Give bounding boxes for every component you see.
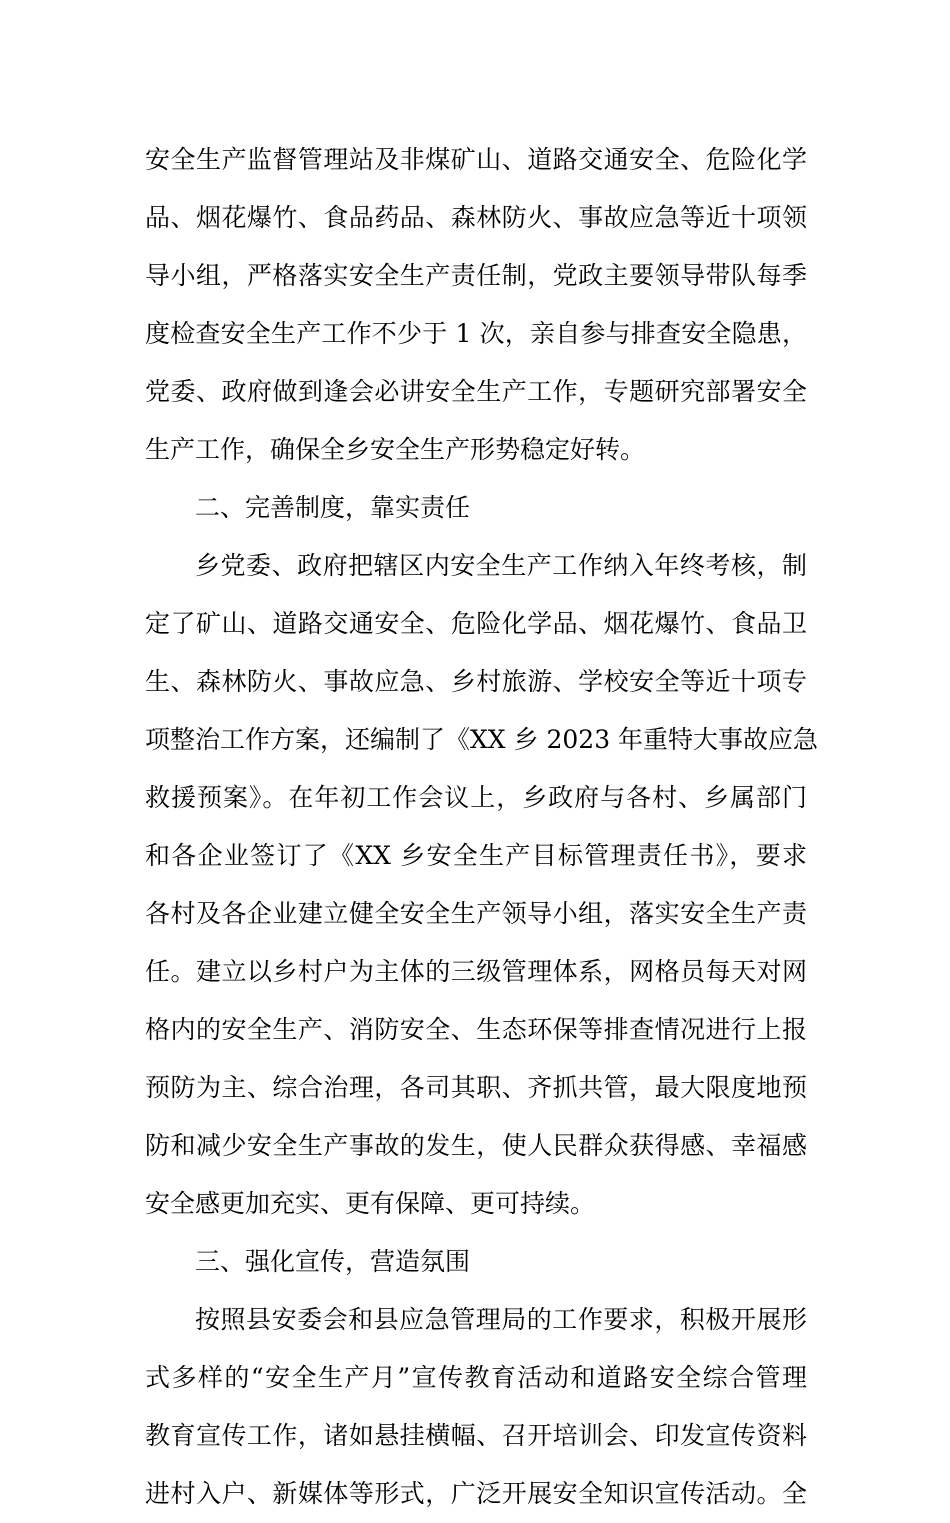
text-line: 定了矿山、道路交通安全、危险化学品、烟花爆竹、食品卫 bbox=[145, 609, 807, 638]
text-line: 进村入户、新媒体等形式，广泛开展安全知识宣传活动。全 bbox=[145, 1479, 807, 1508]
text-line: 度检查安全生产工作不少于 1 次，亲自参与排查安全隐患， bbox=[145, 319, 807, 348]
document-body bbox=[145, 131, 819, 1523]
text-line: 项整治工作方案，还编制了《XX 乡 2023 年重特大事故应急 bbox=[145, 725, 819, 754]
section-heading-2: 二、完善制度，靠实责任 bbox=[195, 493, 471, 522]
paragraph-2 bbox=[145, 537, 819, 1233]
text-line: 生产工作，确保全乡安全生产形势稳定好转。 bbox=[145, 435, 646, 464]
text-line: 乡党委、政府把辖区内安全生产工作纳入年终考核，制 bbox=[195, 551, 807, 580]
text-line: 防和减少安全生产事故的发生，使人民群众获得感、幸福感 bbox=[145, 1131, 807, 1160]
text-line: 教育宣传工作，诸如悬挂横幅、召开培训会、印发宣传资料 bbox=[145, 1421, 807, 1450]
paragraph-1 bbox=[145, 131, 807, 479]
text-line: 预防为主、综合治理，各司其职、齐抓共管，最大限度地预 bbox=[145, 1073, 807, 1102]
text-line: 格内的安全生产、消防安全、生态环保等排查情况进行上报 bbox=[145, 1015, 807, 1044]
text-line: 党委、政府做到逢会必讲安全生产工作，专题研究部署安全 bbox=[145, 377, 807, 406]
text-line: 安全感更加充实、更有保障、更可持续。 bbox=[145, 1189, 596, 1218]
text-line: 按照县安委会和县应急管理局的工作要求，积极开展形 bbox=[195, 1305, 807, 1334]
text-line: 安全生产监督管理站及非煤矿山、道路交通安全、危险化学 bbox=[145, 145, 807, 174]
text-line: 任。建立以乡村户为主体的三级管理体系，网格员每天对网 bbox=[145, 957, 807, 986]
section-heading-3: 三、强化宣传，营造氛围 bbox=[195, 1247, 471, 1276]
paragraph-3 bbox=[145, 1291, 807, 1523]
text-line: 导小组，严格落实安全生产责任制，党政主要领导带队每季 bbox=[145, 261, 807, 290]
text-line: 品、烟花爆竹、食品药品、森林防火、事故应急等近十项领 bbox=[145, 203, 807, 232]
text-line: 救援预案》。在年初工作会议上，乡政府与各村、乡属部门 bbox=[145, 783, 807, 812]
text-line: 生、森林防火、事故应急、乡村旅游、学校安全等近十项专 bbox=[145, 667, 807, 696]
text-line: 和各企业签订了《XX 乡安全生产目标管理责任书》，要求 bbox=[145, 841, 807, 870]
text-line: 各村及各企业建立健全安全生产领导小组，落实安全生产责 bbox=[145, 899, 807, 928]
text-line: 式多样的“安全生产月”宣传教育活动和道路安全综合管理 bbox=[145, 1363, 807, 1392]
